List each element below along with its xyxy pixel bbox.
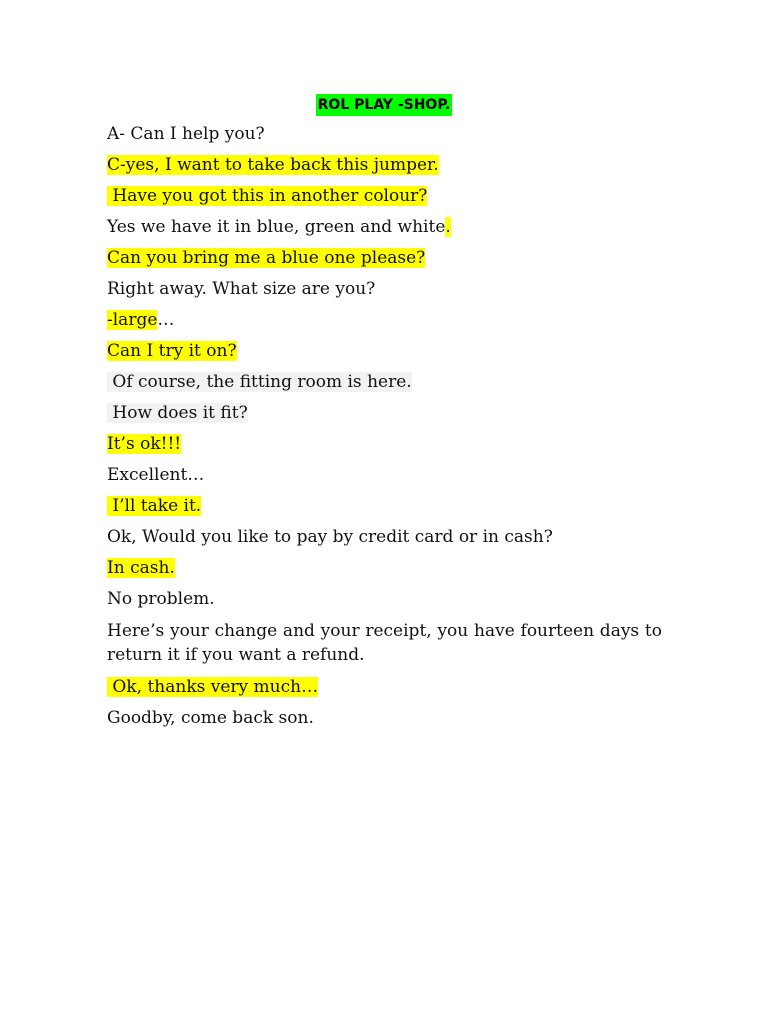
dialogue-line-8: [107, 340, 662, 362]
dialogue-line-2: [107, 154, 662, 176]
highlighted-text: In cash.: [107, 558, 175, 578]
dialogue-line-12: [107, 464, 662, 486]
highlighted-text: C-yes, I want to take back this jumper.: [107, 155, 439, 175]
dialogue-line-16: [107, 588, 662, 610]
line-text: How does it fit?: [107, 403, 248, 423]
highlighted-text: C: [107, 341, 121, 361]
dialogue-line-17: [107, 619, 662, 667]
dialogue-line-4: [107, 216, 662, 238]
line-text: Here’s your change and your receipt, you have fourteen days to return it if you want a refund.: [107, 621, 662, 665]
highlighted-text: an I try it on?: [120, 341, 237, 361]
highlighted-text: Ok, thanks very much…: [107, 677, 319, 697]
highlighted-text: Have you got this in another colour?: [107, 186, 428, 206]
dialogue-line-5: [107, 247, 662, 269]
line-text: Of course, the fitting room is here.: [107, 372, 412, 392]
highlighted-text: I’ll take it.: [107, 496, 202, 516]
line-text: Goodby, come back son.: [107, 708, 314, 728]
dialogue-line-1: [107, 123, 662, 145]
highlighted-text: Can you bring me a blue one please?: [107, 248, 426, 268]
dialogue-line-3: [107, 185, 662, 207]
dialogue-line-18: [107, 676, 662, 698]
document-title: ROL PLAY -SHOP.: [316, 94, 453, 116]
highlighted-text: .: [445, 217, 451, 237]
line-text: No problem.: [107, 589, 215, 609]
dialogue-line-9: [107, 371, 662, 393]
line-text: …: [157, 310, 175, 330]
dialogue-line-11: [107, 433, 662, 455]
line-text: Yes we have it in blue, green and white: [107, 217, 446, 237]
dialogue-line-19: [107, 707, 662, 729]
dialogue-line-15: [107, 557, 662, 579]
line-text: Excellent…: [107, 465, 205, 485]
highlighted-text: It’s ok!!!: [107, 434, 182, 454]
dialogue-line-13: [107, 495, 662, 517]
dialogue-body: [107, 123, 662, 738]
line-text: A- Can I help you?: [107, 124, 265, 144]
dialogue-line-10: [107, 402, 662, 424]
title-wrapper: [0, 94, 768, 116]
line-text: Ok, Would you like to pay by credit card or in cash?: [107, 527, 553, 547]
line-text: Right away. What size are you?: [107, 279, 376, 299]
dialogue-line-7: [107, 309, 662, 331]
dialogue-line-6: [107, 278, 662, 300]
highlighted-text: -large: [107, 310, 158, 330]
dialogue-line-14: [107, 526, 662, 548]
